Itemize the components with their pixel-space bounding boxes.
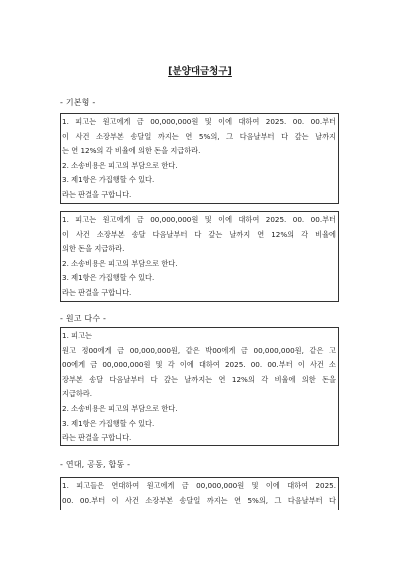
claim-line: 1. 피고들은 연대하여 원고에게 금 00,000,000원 및 이에 대하여 2025. <box>62 481 336 490</box>
claim-box-joint-liability <box>60 477 339 510</box>
claim-line: 장부본 송달 다음날부터 다 갚는 날까지는 연 12%의 각 비율에 의한 돈을 <box>62 374 336 384</box>
claim-line: 지급하라. <box>62 389 93 399</box>
claim-line: 라는 판결을 구합니다. <box>62 287 132 297</box>
claim-line: 이 사건 소장부본 송달일 까지는 연 5%의, 그 다음날부터 다 갚는 날까지 <box>62 131 336 141</box>
claim-line: 00에게 금 00,000,000원 및 각 이에 대하여 2025. 00. 00.부터 이 사건 소 <box>62 360 336 370</box>
claim-line: 1. 피고는 원고에게 금 00,000,000원 및 이에 대하여 2025. 00. 00.부터 <box>62 215 336 224</box>
claim-line: 2. 소송비용은 피고의 부담으로 한다. <box>62 258 178 268</box>
claim-line: 는 연 12%의 각 비율에 의한 돈을 지급하라. <box>62 146 201 156</box>
claim-line: 3. 제1항은 가집행할 수 있다. <box>62 175 155 185</box>
claim-line: 3. 제1항은 가집행할 수 있다. <box>62 418 155 428</box>
claim-line: 2. 소송비용은 피고의 부담으로 한다. <box>62 403 178 413</box>
claim-line: 이 사건 소장부본 송달 다음날부터 다 갚는 날까지 연 12%의 각 비율에 <box>62 229 336 239</box>
claim-box-basic-2 <box>60 211 339 302</box>
claim-line: 라는 판결을 구합니다. <box>62 433 132 443</box>
section-heading-joint-liability: - 연대, 공동, 합동 - <box>60 460 131 469</box>
claim-box-basic-1 <box>60 113 339 204</box>
section-heading-basic: - 기본형 - <box>60 98 96 107</box>
claim-line: 1. 피고는 <box>62 331 92 340</box>
claim-line: 원고 정00에게 금 00,000,000원, 같은 박00에게 금 00,000,000원, 같은 고 <box>62 345 336 355</box>
claim-box-multiple-plaintiffs <box>60 327 339 446</box>
document-title: [분양대금청구] <box>168 66 232 77</box>
claim-line: 2. 소송비용은 피고의 부담으로 한다. <box>62 160 178 170</box>
claim-line: 라는 판결을 구합니다. <box>62 189 132 199</box>
claim-line: 3. 제1항은 가집행할 수 있다. <box>62 273 155 283</box>
claim-line: 의한 돈을 지급하라. <box>62 244 125 254</box>
claim-line: 1. 피고는 원고에게 금 00,000,000원 및 이에 대하여 2025. 00. 00.부터 <box>62 117 336 126</box>
claim-line: 00. 00.부터 이 사건 소장부본 송달일 까지는 연 5%의, 그 다음날부터 다 <box>62 495 336 505</box>
section-heading-multiple-plaintiffs: - 원고 다수 - <box>60 314 107 323</box>
